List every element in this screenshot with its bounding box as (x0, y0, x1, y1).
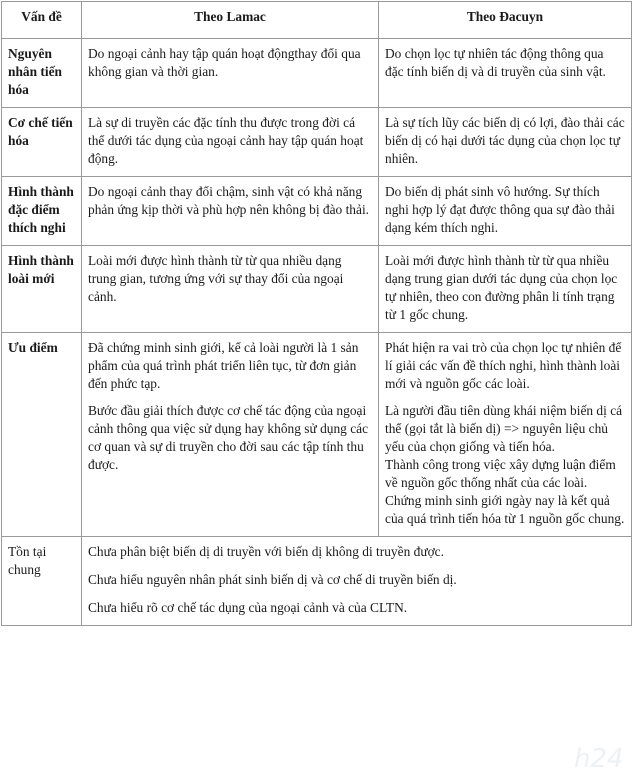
header-row (2, 2, 632, 39)
row-issue-label: Ưu điểm (2, 333, 82, 537)
row-issue-label: Cơ chế tiến hóa (2, 108, 82, 177)
row-issue-label: Tồn tại chung (2, 537, 82, 626)
table-row (2, 246, 632, 333)
row-issue-label: Hình thành loài mới (2, 246, 82, 333)
lamarck-cell (82, 333, 379, 537)
lamarck-text: Do ngoại cảnh hay tập quán hoạt độngthay đổi qua không gian và thời gian. (88, 46, 361, 79)
darwin-text: Do biến dị phát sinh vô hướng. Sự thích nghi hợp lý đạt được thông qua sự đào thải dạng kém thích nghi. (385, 184, 615, 235)
darwin-cell (379, 177, 632, 246)
row-issue-label: Nguyên nhân tiến hóa (2, 39, 82, 108)
header-lamarck: Theo Lamac (82, 2, 379, 39)
lamarck-text: Loài mới được hình thành từ từ qua nhiều dạng trung gian, tương ứng với sự thay đổi của ngoại cảnh. (88, 253, 344, 304)
darwin-text: Là sự tích lũy các biến dị có lợi, đào thải các biến dị có hại dưới tác dụng của chọn lọc tự nhiên. (385, 115, 625, 166)
comparison-document (1, 1, 631, 626)
limitation-text: Chưa hiểu rõ cơ chế tác dụng của ngoại cảnh và của CLTN. (88, 600, 408, 615)
darwin-cell (379, 246, 632, 333)
lamarck-cell (82, 177, 379, 246)
lamarck-cell (82, 108, 379, 177)
table-row (2, 39, 632, 108)
lamarck-cell (82, 39, 379, 108)
darwin-cell (379, 108, 632, 177)
table-row (2, 177, 632, 246)
darwin-cell (379, 39, 632, 108)
comparison-table (1, 1, 632, 626)
lamarck-cell (82, 246, 379, 333)
darwin-text: Loài mới được hình thành từ từ qua nhiều dạng trung gian dưới tác dụng của chọn lọc tự nhiên, theo con đường phân li tính trạng từ 1 gốc chung. (385, 253, 618, 322)
darwin-text: Là người đầu tiên dùng khái niệm biến dị cá thể (gọi tắt là biến dị) => nguyên liệu chủ yếu của chọn giống và tiến hóa. (385, 403, 623, 454)
lamarck-text: Do ngoại cảnh thay đổi chậm, sinh vật có khả năng phản ứng kịp thời và phù hợp nên không bị đào thải. (88, 184, 370, 217)
limitations-cell (82, 537, 632, 626)
table-row (2, 537, 632, 626)
lamarck-text: Đã chứng minh sinh giới, kể cả loài người là 1 sản phẩm của quá trình phát triển liên tục, từ đơn giản đến phức tạp. (88, 340, 359, 391)
watermark-logo: h24 (574, 744, 624, 774)
row-issue-label: Hình thành đặc điểm thích nghi (2, 177, 82, 246)
darwin-cell (379, 333, 632, 537)
table-row (2, 108, 632, 177)
darwin-text: Phát hiện ra vai trò của chọn lọc tự nhiên để lí giải các vấn đề thích nghi, hình thành loài mới và nguồn gốc các loài. (385, 340, 622, 391)
darwin-text: Thành công trong việc xây dựng luận điểm về nguồn gốc thống nhất của các loài. Chứng minh sinh giới ngày nay là kết quả của quá trình tiến hóa từ 1 nguồn gốc chung. (385, 457, 625, 526)
limitation-text: Chưa hiểu nguyên nhân phát sinh biến dị và cơ chế di truyền biến dị. (88, 572, 457, 587)
lamarck-text: Bước đầu giải thích được cơ chế tác động của ngoại cảnh thông qua việc sử dụng hay không sử dụng các cơ quan và sự di truyền cho đời sau các tập tính thu được. (88, 403, 369, 472)
lamarck-text: Là sự di truyền các đặc tính thu được trong đời cá thể dưới tác dụng của ngoại cảnh hay tập quán hoạt động. (88, 115, 364, 166)
limitation-text: Chưa phân biệt biến dị di truyền với biến dị không di truyền được. (88, 544, 444, 559)
header-darwin: Theo Đacuyn (379, 2, 632, 39)
table-row (2, 333, 632, 537)
darwin-text: Do chọn lọc tự nhiên tác động thông qua đặc tính biến dị và di truyền của sinh vật. (385, 46, 606, 79)
header-issue: Vấn đề (2, 2, 82, 39)
